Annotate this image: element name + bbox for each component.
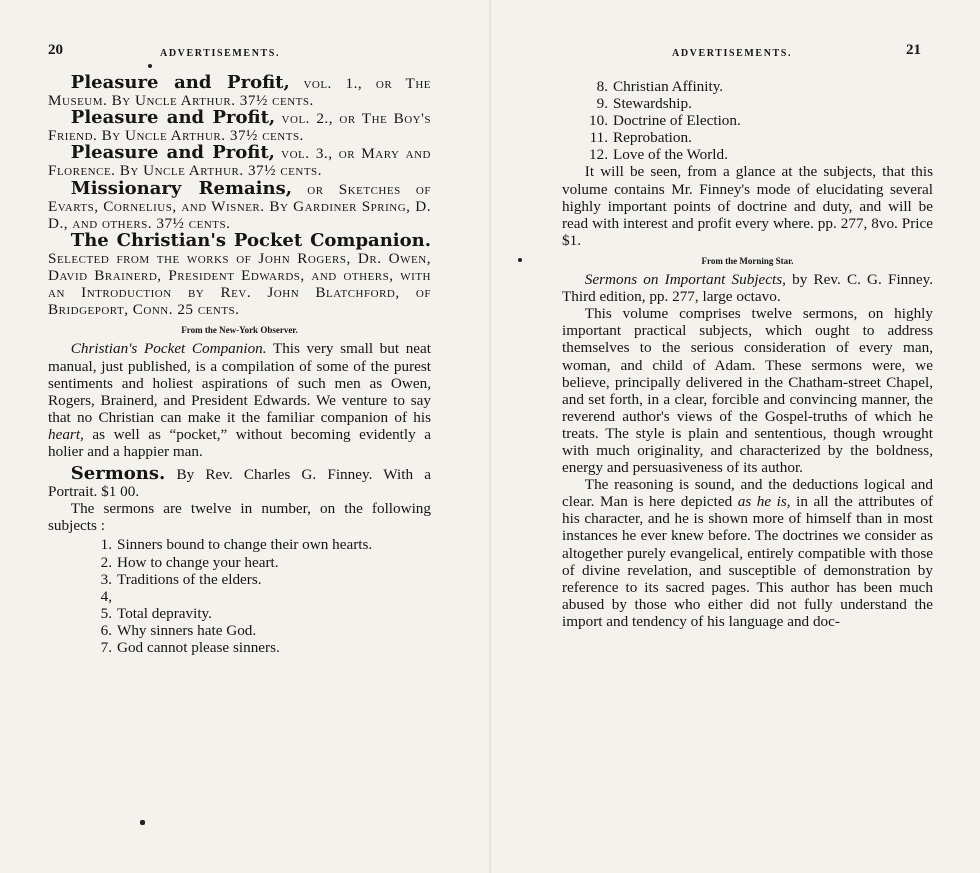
ink-speck — [518, 258, 522, 262]
item-text: Love of the World. — [613, 146, 728, 164]
right-column — [562, 78, 933, 630]
list-item — [48, 639, 431, 656]
item-text: How to change your heart. — [117, 553, 279, 571]
item-number: 1. — [100, 536, 112, 554]
review-emphasis: heart, — [48, 425, 84, 443]
list-item — [48, 571, 431, 588]
item-number: 4, 5. — [100, 587, 112, 622]
ad-text: or Sketches of Evarts, Cornelius, and Wisner. By Gardiner Spring, D. D., and others. 37½ cents. — [48, 180, 431, 232]
running-head-right: ADVERTISEMENTS. — [672, 48, 793, 59]
item-text: Doctrine of Election. — [613, 112, 741, 130]
review-paragraph — [562, 476, 933, 630]
review-source: From the New-York Observer. — [181, 325, 298, 336]
item-number: 11. — [589, 129, 608, 147]
review-text: as well as “pocket,” without becoming evidently a holier and a happier man. — [48, 425, 431, 460]
ad-text: vol. 2., or The Boy's Friend. By Uncle Arthur. 37½ cents. — [48, 110, 431, 145]
review-paragraph: This volume comprises twelve sermons, on highly important practical subjects, which ought to address themselves to the serious consideration of every man, woman, and child of Adam. These sermons were, we believe, principally delivered in the Chatham-street Chapel, and set forth, in a clear, forcible and convincing manner, the reverend author's views of the Gospel-truths of which he treats. The style is plain and sententious, though wrought with much originality, and characterized by the boldness, energy and persuasiveness of its author. — [562, 305, 933, 477]
subject-list — [562, 78, 933, 163]
list-item — [562, 129, 933, 146]
item-number: 7. — [100, 639, 112, 656]
item-text: Traditions of the elders. — [117, 570, 262, 588]
review-text: The reasoning is sound, and the deductions logical and clear. Man is here depicted — [562, 476, 933, 511]
ad-text: Selected from the works of John Rogers, Dr. Owen, David Brainerd, President Edwards, and others, with an Introduction by Rev. John Blatchford, of Bridgeport, Conn. 25 cents. — [48, 249, 431, 319]
ad-entry — [48, 229, 431, 319]
ad-title: The Christian's Pocket Companion. — [70, 229, 431, 251]
review-heading — [562, 271, 933, 305]
item-text: Sinners bound to change their own hearts. — [117, 536, 373, 554]
ad-title: Pleasure and Profit, — [70, 72, 290, 93]
review-source: From the Morning Star. — [701, 255, 794, 266]
review-text: in all the attributes of his character, and he is shown more of himself than in most instances he ever knew before. The doctrines we consider as altogether purely evangelical, entirely compatible with those of divine revelation, and susceptible of demonstration by reference to its sacred pages. This author has been much abused by those who either did not fully understand the import and tendency of his language and doc- — [562, 493, 934, 630]
summary-paragraph: It will be seen, from a glance at the subjects, that this volume contains Mr. Finney's mode of elucidating several highly important points of doctrine and duty, and will be read with interest and profit every where. pp. 277, 8vo. Price $1. — [562, 163, 933, 249]
item-text: Reprobation. — [613, 129, 692, 147]
ad-text: vol. 1., or The Museum. By Uncle Arthur. 37½ cents. — [48, 75, 431, 110]
review-title-rest: by Rev. C. G. Finney. Third edition, pp. 277, large octavo. — [562, 271, 933, 306]
item-text: Total depravity. — [117, 604, 212, 622]
review-emphasis: as he is, — [737, 493, 791, 511]
ink-speck — [140, 820, 145, 825]
subject-list — [48, 536, 431, 656]
ad-entry — [48, 465, 431, 500]
item-number: 3. — [100, 570, 112, 588]
item-number: 6. — [100, 621, 112, 639]
item-text: Why sinners hate God. — [117, 621, 257, 639]
item-number: 12. — [589, 146, 608, 164]
list-item — [48, 536, 431, 553]
list-item — [562, 146, 933, 163]
item-number: 8. — [596, 78, 608, 95]
item-text: Christian Affinity. — [613, 78, 724, 95]
left-column — [48, 74, 431, 656]
list-item — [562, 112, 933, 129]
page-number-right: 21 — [906, 42, 921, 58]
list-item — [562, 78, 933, 95]
list-item — [48, 622, 431, 639]
ad-entry — [48, 144, 431, 179]
right-page — [490, 0, 980, 873]
ad-entry — [48, 177, 431, 232]
item-number: 10. — [589, 112, 608, 130]
ink-speck — [148, 64, 152, 68]
list-item — [48, 554, 431, 571]
sermons-intro: The sermons are twelve in number, on the following subjects : — [48, 500, 431, 535]
item-number: 2. — [100, 553, 112, 571]
item-text: Stewardship. — [613, 95, 692, 113]
item-number: 9. — [596, 95, 608, 113]
list-item — [48, 588, 431, 622]
list-item — [562, 95, 933, 112]
ad-text: By Rev. Charles G. Finney. With a Portrait. $1 00. — [48, 466, 431, 501]
review-title: Christian's Pocket Companion. — [70, 340, 267, 358]
ad-entry — [48, 109, 431, 144]
ad-title: Pleasure and Profit, — [70, 107, 276, 129]
ad-title: Pleasure and Profit, — [70, 142, 275, 164]
ad-text: vol. 3., or Mary and Florence. By Uncle Arthur. 37½ cents. — [48, 145, 431, 180]
ad-title: Sermons. — [70, 463, 166, 485]
ad-title: Missionary Remains, — [70, 177, 293, 199]
review-title: Sermons on Important Subjects, — [584, 271, 786, 289]
review-text: This very small but neat manual, just published, is a compilation of some of the purest sentiments and holiest aspirations of such men as Owen, Rogers, Brainerd, and President Edwards. We venture to say that no Christian can make it the familiar companion of his — [48, 340, 431, 426]
item-text: God cannot please sinners. — [117, 639, 280, 656]
review-paragraph — [48, 340, 431, 460]
ad-entry — [48, 74, 431, 109]
page-number-left: 20 — [48, 42, 63, 58]
running-head-left: ADVERTISEMENTS. — [160, 48, 281, 59]
